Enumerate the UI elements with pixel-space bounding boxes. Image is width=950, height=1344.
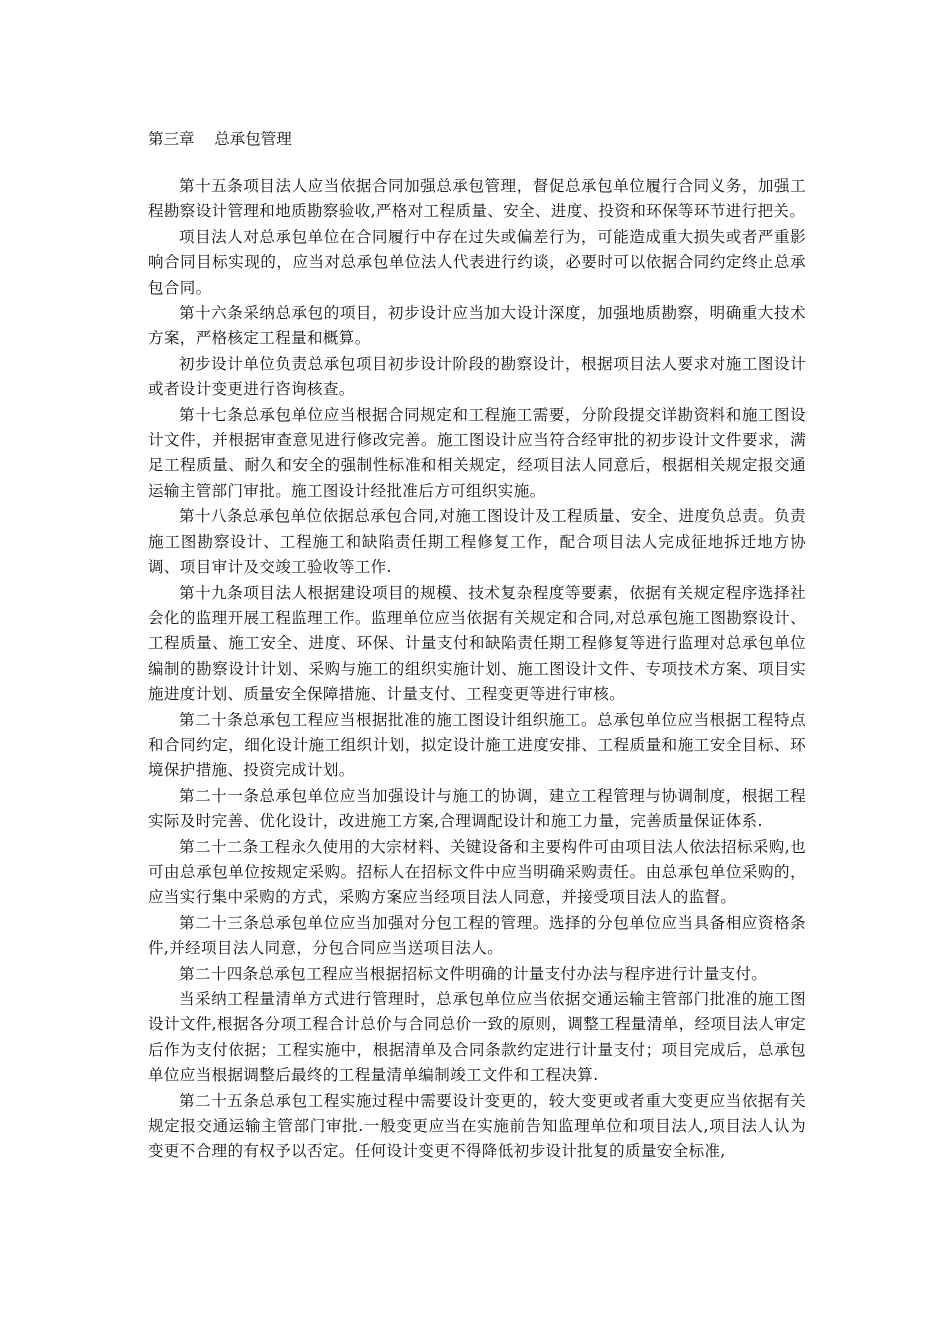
paragraph-article-24-cont: 当采纳工程量清单方式进行管理时，总承包单位应当依据交通运输主管部门批准的施工图设计文件,根据各分项工程合计总价与合同总价一致的原则，调整工程量清单，经项目法人审定后作为支付依据；工程实施中，根据清单及合同条款约定进行计量支付；项目完成后，总承包单位应当根据调整后最终的工程量清单编制竣工文件和工程决算.	[148, 990, 806, 1085]
paragraph-article-25: 第二十五条总承包工程实施过程中需要设计变更的，较大变更或者重大变更应当依据有关规定报交通运输主管部门审批.一般变更应当在实施前告知监理单位和项目法人,项目法人认为变更不合理的有权予以否定。任何设计变更不得降低初步设计批复的质量安全标准,	[148, 1091, 806, 1161]
paragraph-article-15-cont: 项目法人对总承包单位在合同履行中存在过失或偏差行为，可能造成重大损失或者严重影响合同目标实现的，应当对总承包单位法人代表进行约谈，必要时可以依据合同约定终止总承包合同。	[148, 227, 806, 297]
chapter-title: 第三章 总承包管理	[148, 130, 292, 148]
document-body	[148, 174, 806, 1165]
paragraph-article-23: 第二十三条总承包单位应当加强对分包工程的管理。选择的分包单位应当具备相应资格条件,并经项目法人同意，分包合同应当送项目法人。	[148, 913, 806, 958]
paragraph-article-22: 第二十二条工程永久使用的大宗材料、关键设备和主要构件可由项目法人依法招标采购,也可由总承包单位按规定采购。招标人在招标文件中应当明确采购责任。由总承包单位采购的，应当实行集中采购的方式，采购方案应当经项目法人同意，并接受项目法人的监督。	[148, 837, 806, 907]
paragraph-article-16-cont: 初步设计单位负责总承包项目初步设计阶段的勘察设计，根据项目法人要求对施工图设计或者设计变更进行咨询核查。	[148, 354, 806, 399]
paragraph-article-18: 第十八条总承包单位依据总承包合同,对施工图设计及工程质量、安全、进度负总责。负责施工图勘察设计、工程施工和缺陷责任期工程修复工作，配合项目法人完成征地拆迁地方协调、项目审计及交竣工验收等工作.	[148, 507, 806, 577]
paragraph-article-19: 第十九条项目法人根据建设项目的规模、技术复杂程度等要素，依据有关规定程序选择社会化的监理开展工程监理工作。监理单位应当依据有关规定和合同,对总承包施工图勘察设计、工程质量、施工安全、进度、环保、计量支付和缺陷责任期工程修复等进行监理对总承包单位编制的勘察设计计划、采购与施工的组织实施计划、施工图设计文件、专项技术方案、项目实施进度计划、质量安全保障措施、计量支付、工程变更等进行审核。	[148, 583, 806, 704]
paragraph-article-17: 第十七条总承包单位应当根据合同规定和工程施工需要，分阶段提交详勘资料和施工图设计文件，并根据审查意见进行修改完善。施工图设计应当符合经审批的初步设计文件要求，满足工程质量、耐久和安全的强制性标准和相关规定，经项目法人同意后，根据相关规定报交通运输主管部门审批。施工图设计经批准后方可组织实施。	[148, 405, 806, 500]
paragraph-article-21: 第二十一条总承包单位应当加强设计与施工的协调，建立工程管理与协调制度，根据工程实际及时完善、优化设计，改进施工方案,合理调配设计和施工力量，完善质量保证体系.	[148, 786, 806, 831]
paragraph-article-15: 第十五条项目法人应当依据合同加强总承包管理，督促总承包单位履行合同义务，加强工程勘察设计管理和地质勘察验收,严格对工程质量、安全、进度、投资和环保等环节进行把关。	[148, 177, 806, 221]
paragraph-article-16: 第十六条采纳总承包的项目，初步设计应当加大设计深度，加强地质勘察，明确重大技术方案，严格核定工程量和概算。	[148, 304, 806, 348]
paragraph-article-20: 第二十条总承包工程应当根据批准的施工图设计组织施工。总承包单位应当根据工程特点和合同约定，细化设计施工组织计划，拟定设计施工进度安排、工程质量和施工安全目标、环境保护措施、投资完成计划。	[148, 710, 806, 780]
paragraph-article-24: 第二十四条总承包工程应当根据招标文件明确的计量支付办法与程序进行计量支付。	[179, 964, 768, 983]
